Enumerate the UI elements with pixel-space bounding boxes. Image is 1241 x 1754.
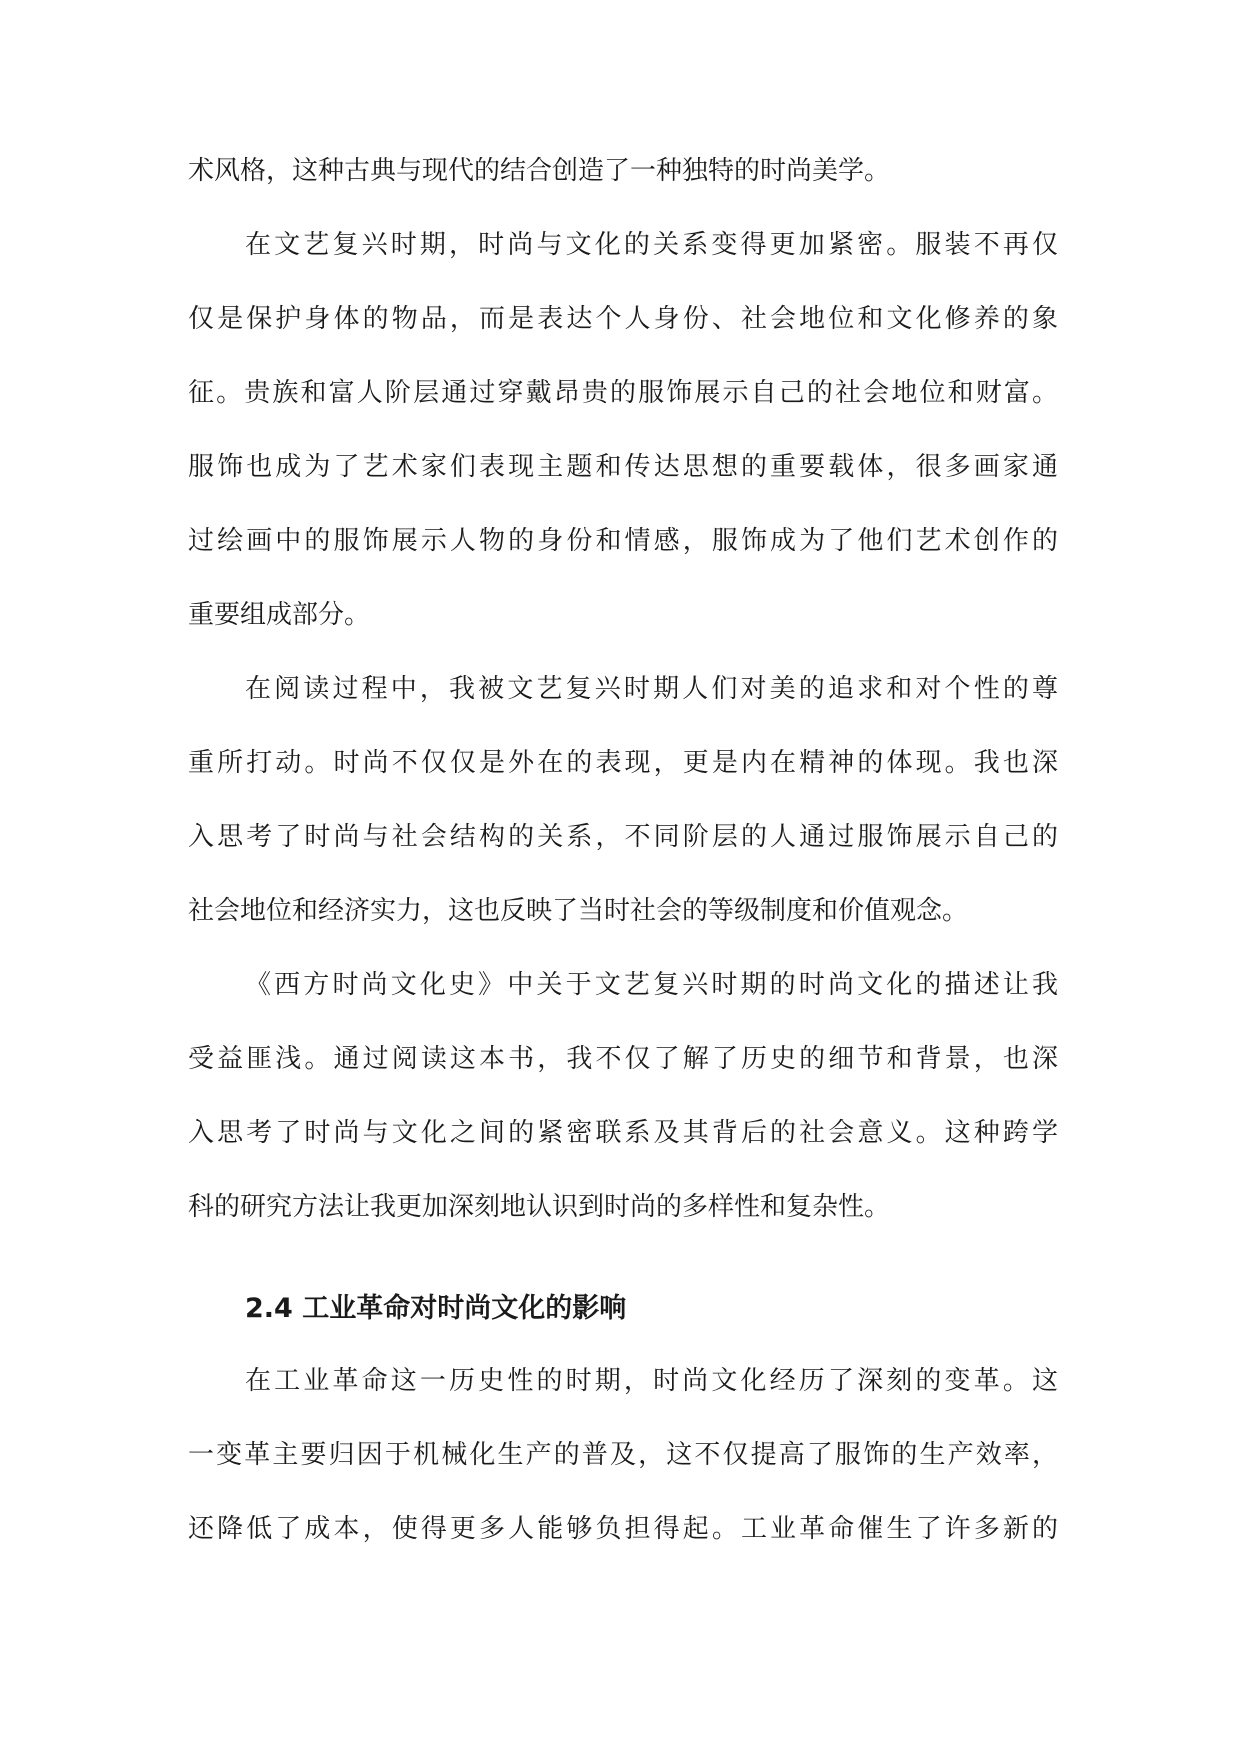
paragraph-line: 服饰也成为了艺术家们表现主题和传达思想的重要载体，很多画家通 — [188, 452, 1058, 482]
paragraph-line: 在文艺复兴时期，时尚与文化的关系变得更加紧密。服装不再仅 — [245, 230, 1058, 260]
paragraph-line: 过绘画中的服饰展示人物的身份和情感，服饰成为了他们艺术创作的 — [188, 526, 1058, 556]
paragraph-line: 《西方时尚文化史》中关于文艺复兴时期的时尚文化的描述让我 — [245, 970, 1058, 1000]
paragraph-line: 入思考了时尚与文化之间的紧密联系及其背后的社会意义。这种跨学 — [188, 1118, 1058, 1148]
body-text — [188, 134, 1058, 1566]
paragraph-line: 受益匪浅。通过阅读这本书，我不仅了解了历史的细节和背景，也深 — [188, 1044, 1058, 1074]
section-heading: 2.4 工业革命对时尚文化的影响 — [245, 1293, 627, 1324]
paragraph-line: 在阅读过程中，我被文艺复兴时期人们对美的追求和对个性的尊 — [245, 674, 1058, 704]
paragraph-line: 在工业革命这一历史性的时期，时尚文化经历了深刻的变革。这 — [245, 1366, 1058, 1396]
paragraph-line: 社会地位和经济实力，这也反映了当时社会的等级制度和价值观念。 — [188, 896, 969, 926]
paragraph-line: 还降低了成本，使得更多人能够负担得起。工业革命催生了许多新的 — [188, 1514, 1058, 1544]
paragraph-line: 重所打动。时尚不仅仅是外在的表现，更是内在精神的体现。我也深 — [188, 748, 1058, 778]
paragraph-line: 仅是保护身体的物品，而是表达个人身份、社会地位和文化修养的象 — [188, 304, 1058, 334]
paragraph-line: 征。贵族和富人阶层通过穿戴昂贵的服饰展示自己的社会地位和财富。 — [188, 378, 1058, 408]
paragraph-line: 一变革主要归因于机械化生产的普及，这不仅提高了服饰的生产效率， — [188, 1440, 1058, 1470]
paragraph-line: 重要组成部分。 — [188, 600, 371, 630]
paragraph-line: 科的研究方法让我更加深刻地认识到时尚的多样性和复杂性。 — [188, 1192, 891, 1222]
paragraph-line: 术风格，这种古典与现代的结合创造了一种独特的时尚美学。 — [188, 156, 891, 186]
paragraph-line: 入思考了时尚与社会结构的关系，不同阶层的人通过服饰展示自己的 — [188, 822, 1058, 852]
